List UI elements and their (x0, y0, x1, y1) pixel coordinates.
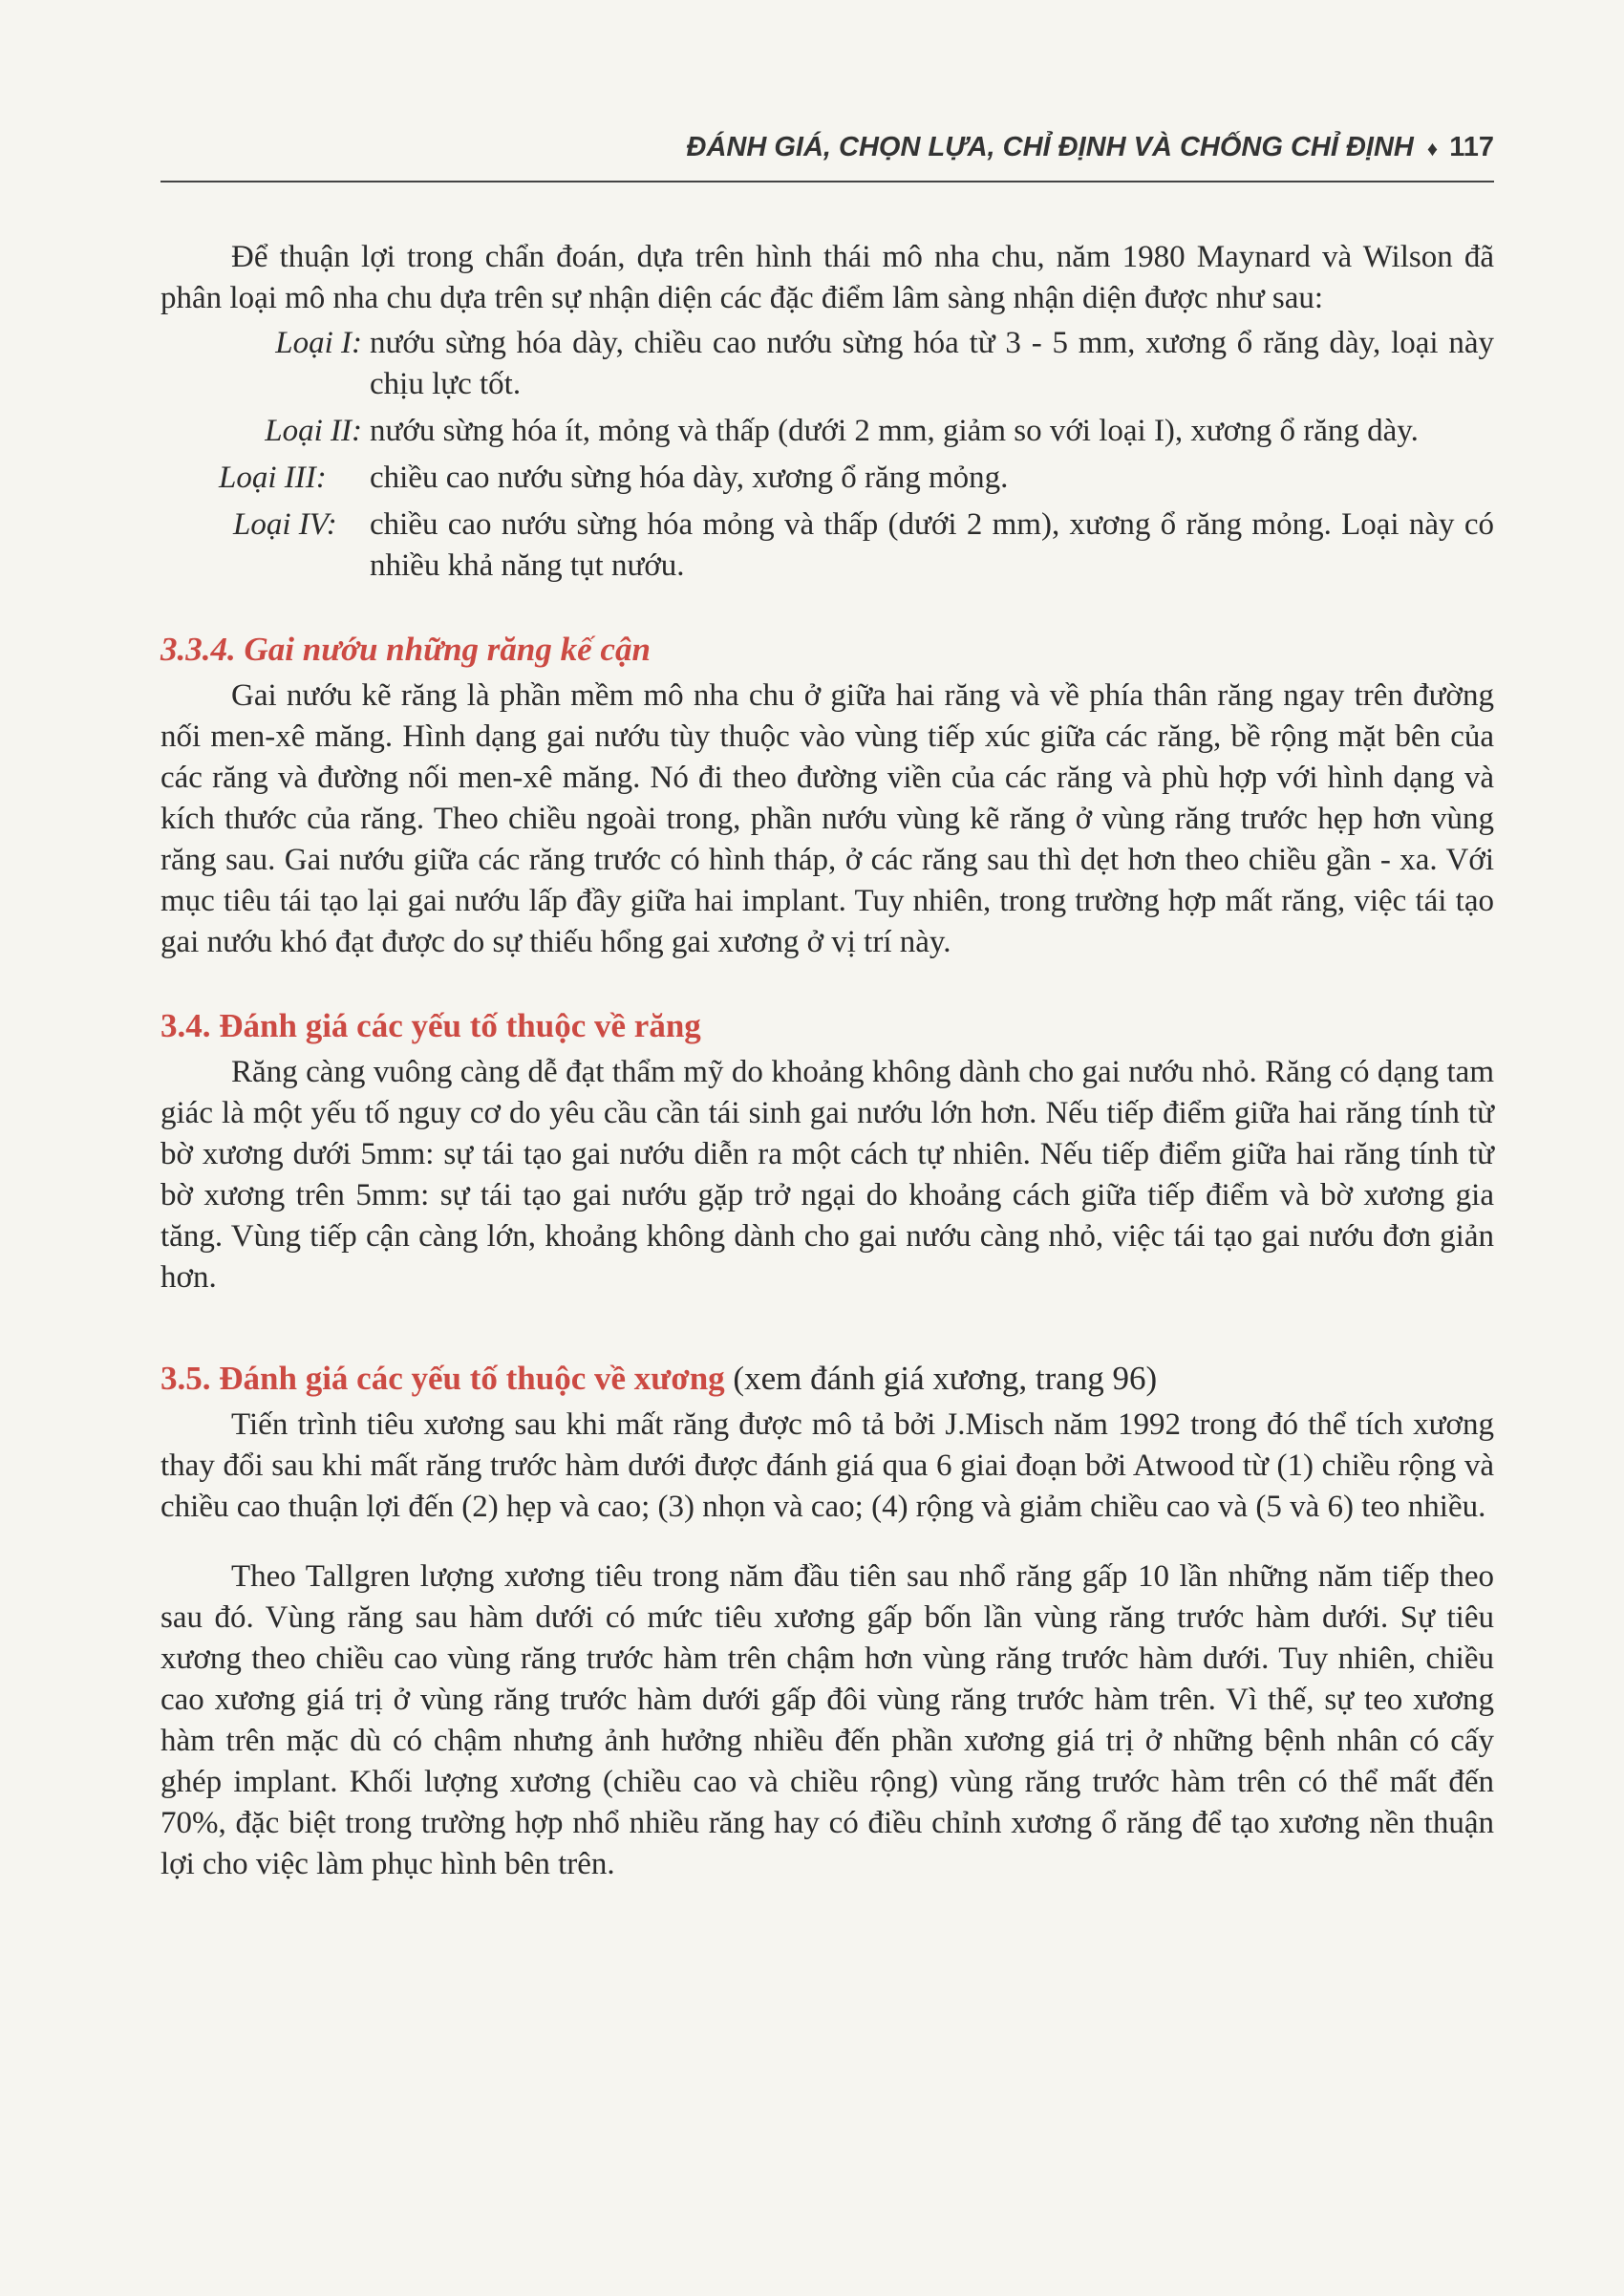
header-divider (160, 181, 1494, 182)
section-body-3-5-a: Tiến trình tiêu xương sau khi mất răng được mô tả bởi J.Misch năm 1992 trong đó thể tích xương thay đổi sau khi mất răng trước hàm dưới được đánh giá qua 6 giai đoạn bởi Atwood từ (1) chiều rộng và chiều cao thuận lợi đến (2) hẹp và cao; (3) nhọn và cao; (4) rộng và giảm chiều cao và (5 và 6) teo nhiều. (160, 1407, 1494, 1524)
type-text-3: chiều cao nướu sừng hóa dày, xương ổ răng mỏng. (370, 461, 1009, 495)
diamond-separator-icon: ♦ (1426, 137, 1439, 161)
type-label-4: Loại IV: (233, 507, 337, 542)
type-item-3 (219, 458, 1494, 499)
type-label-3: Loại III: (219, 461, 327, 495)
running-title: ĐÁNH GIÁ, CHỌN LỰA, CHỈ ĐỊNH VÀ CHỐNG CHỈ ĐỊNH (686, 132, 1414, 162)
type-text-4: chiều cao nướu sừng hóa mỏng và thấp (dưới 2 mm), xương ổ răng mỏng. Loại này có nhiều khả năng tụt nướu. (370, 507, 1494, 583)
page-content (160, 237, 1494, 1885)
type-label-2: Loại II: (265, 414, 362, 448)
section-title-3-4: 3.4. Đánh giá các yếu tố thuộc về răng (160, 1007, 701, 1044)
type-text-1: nướu sừng hóa dày, chiều cao nướu sừng hóa từ 3 - 5 mm, xương ổ răng dày, loại này chịu lực tốt. (370, 326, 1494, 401)
running-header (160, 132, 1494, 163)
type-item-4 (233, 504, 1494, 587)
section-body-3-5-b: Theo Tallgren lượng xương tiêu trong năm đầu tiên sau nhổ răng gấp 10 lần những năm tiếp theo sau đó. Vùng răng sau hàm dưới có mức tiêu xương gấp bốn lần vùng răng trước hàm dưới. Sự tiêu xương theo chiều cao vùng răng trước hàm trên chậm hơn vùng răng trước hàm dưới. Tuy nhiên, chiều cao xương giá trị ở vùng răng trước hàm dưới gấp đôi vùng răng trước hàm trên. Vì thế, sự teo xương hàm trên mặc dù có chậm nhưng ảnh hưởng nhiều đến phần xương giá trị ở những bệnh nhân có cấy ghép implant. Khối lượng xương (chiều cao và chiều rộng) vùng răng trước hàm trên có thể mất đến 70%, đặc biệt trong trường hợp nhổ nhiều răng hay có điều chỉnh xương ổ răng để tạo xương nền thuận lợi cho việc làm phục hình bên trên. (160, 1559, 1494, 1881)
page-number: 117 (1449, 132, 1494, 162)
type-item-1 (241, 323, 1494, 405)
paragraph-gap (160, 1528, 1494, 1556)
type-item-2 (241, 411, 1494, 452)
section-title-3-3-4: 3.3.4. Gai nướu những răng kế cận (160, 631, 651, 668)
type-text-2: nướu sừng hóa ít, mỏng và thấp (dưới 2 mm, giảm so với loại I), xương ổ răng dày. (370, 414, 1419, 448)
type-label-1: Loại I: (275, 326, 362, 360)
section-body-3-3-4: Gai nướu kẽ răng là phần mềm mô nha chu ở giữa hai răng và về phía thân răng ngay trên đường nối men-xê măng. Hình dạng gai nướu tùy thuộc vào vùng tiếp xúc giữa các răng, bề rộng mặt bên của các răng và đường nối men-xê măng. Nó đi theo đường viền của các răng và phù hợp với hình dạng và kích thước của răng. Theo chiều ngoài trong, phần nướu vùng kẽ răng ở vùng răng trước hẹp hơn vùng răng sau. Gai nướu giữa các răng trước có hình tháp, ở các răng sau thì dẹt hơn theo chiều gần - xa. Với mục tiêu tái tạo lại gai nướu lấp đầy giữa hai implant. Tuy nhiên, trong trường hợp mất răng, việc tái tạo gai nướu khó đạt được do sự thiếu hổng gai xương ở vị trí này. (160, 678, 1494, 959)
intro-paragraph: Để thuận lợi trong chẩn đoán, dựa trên hình thái mô nha chu, năm 1980 Maynard và Wilson đã phân loại mô nha chu dựa trên sự nhận diện các đặc điểm lâm sàng nhận diện được như sau: (160, 240, 1494, 315)
classification-list (219, 323, 1494, 587)
section-heading-3-5 (160, 1358, 1494, 1399)
section-body-3-4: Răng càng vuông càng dễ đạt thẩm mỹ do khoảng không dành cho gai nướu nhỏ. Răng có dạng tam giác là một yếu tố nguy cơ do yêu cầu cần tái sinh gai nướu lớn hơn. Nếu tiếp điểm giữa hai răng tính từ bờ xương dưới 5mm: sự tái tạo gai nướu diễn ra một cách tự nhiên. Nếu tiếp điểm giữa hai răng tính từ bờ xương trên 5mm: sự tái tạo gai nướu gặp trở ngại do khoảng cách giữa tiếp điểm và bờ xương gia tăng. Vùng tiếp cận càng lớn, khoảng không dành cho gai nướu càng nhỏ, việc tái tạo gai nướu đơn giản hơn. (160, 1055, 1494, 1295)
section-note-3-5: (xem đánh giá xương, trang 96) (724, 1360, 1158, 1397)
section-title-3-5: 3.5. Đánh giá các yếu tố thuộc về xương (160, 1360, 725, 1397)
